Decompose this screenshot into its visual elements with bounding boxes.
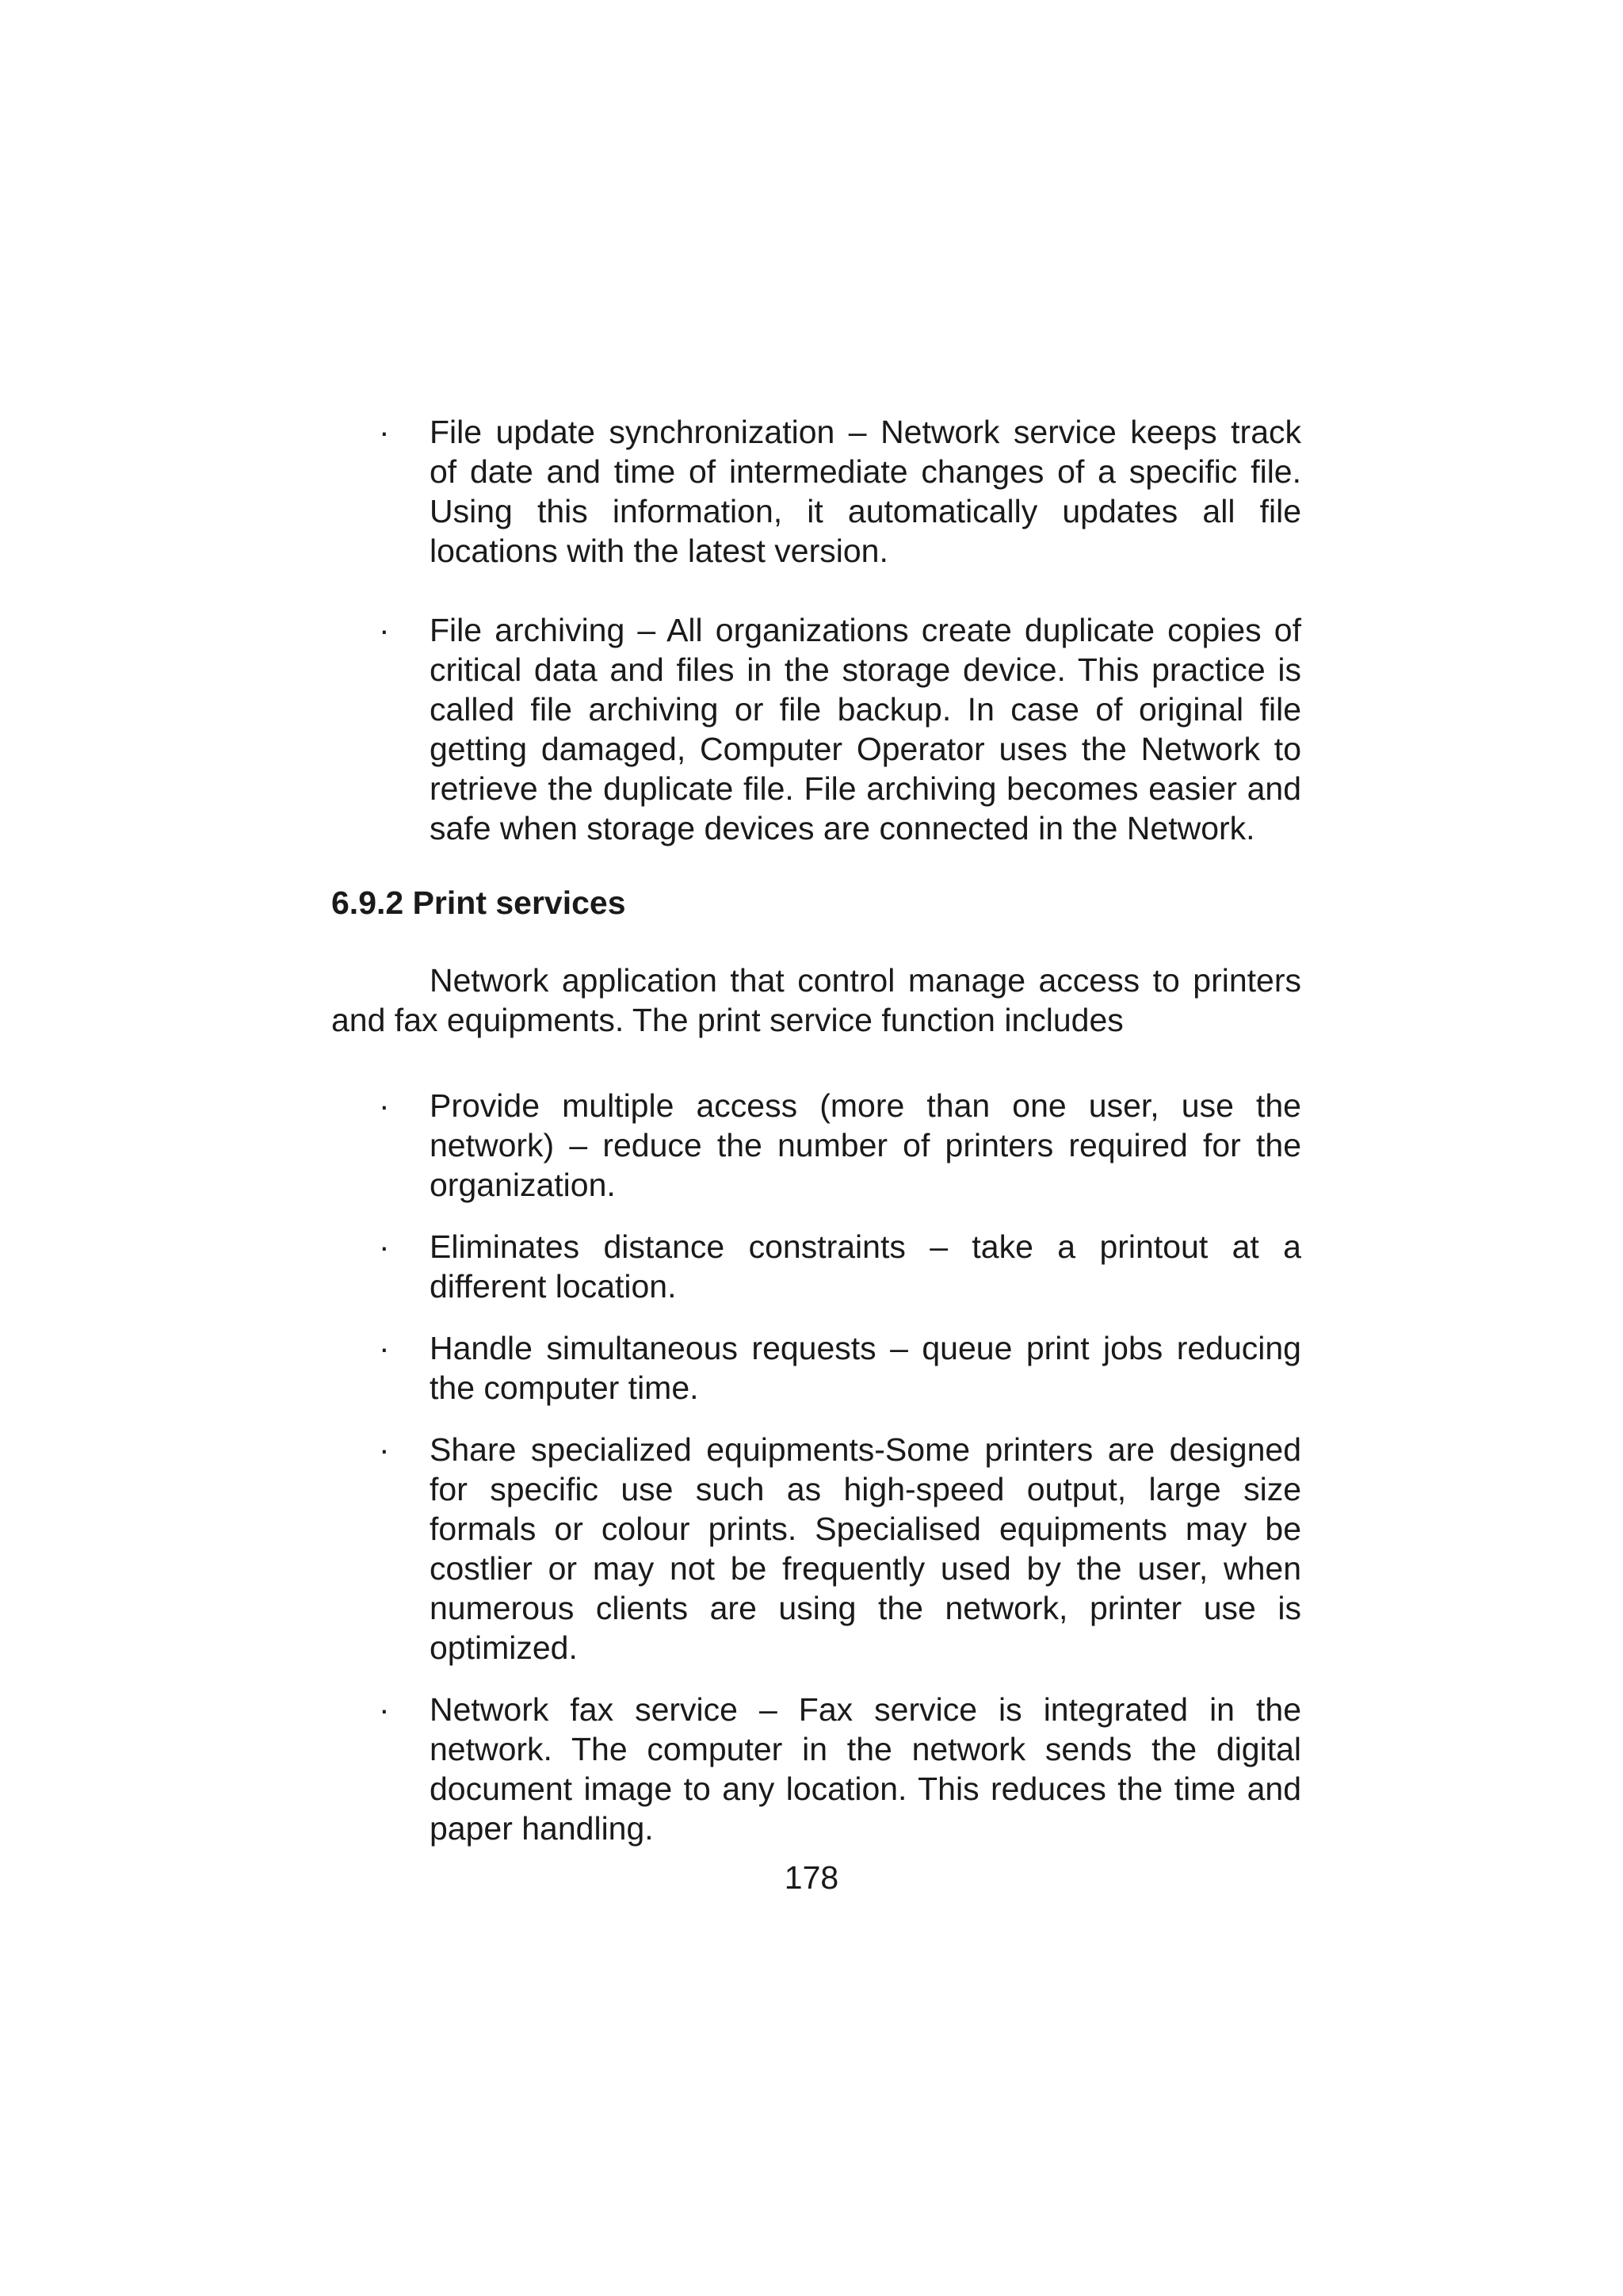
list-item-text: Network fax service – Fax service is integrated in the network. The computer in the network sends the digital document image to any location. This reduces the time and paper handling. bbox=[430, 1691, 1301, 1847]
list-item bbox=[331, 1227, 1301, 1306]
list-item bbox=[331, 1086, 1301, 1205]
list-item bbox=[331, 1328, 1301, 1408]
list-item-text: Share specialized equipments-Some printers are designed for specific use such as high-speed output, large size formals or colour prints. Specialised equipments may be costlier or may not be frequently used by the user, when numerous clients are using the network, printer use is optimized. bbox=[430, 1431, 1301, 1666]
bullet-dot-icon: · bbox=[379, 612, 390, 648]
list-item bbox=[331, 1690, 1301, 1848]
bullet-dot-icon: · bbox=[379, 1228, 390, 1265]
list-item bbox=[331, 610, 1301, 848]
print-services-list bbox=[331, 1086, 1301, 1848]
bullet-dot-icon: · bbox=[379, 1691, 390, 1728]
bullet-dot-icon: · bbox=[379, 414, 390, 450]
list-item-text: Handle simultaneous requests – queue print jobs reducing the computer time. bbox=[430, 1330, 1301, 1406]
list-item-text: File archiving – All organizations create duplicate copies of critical data and files in the storage device. This practice is called file archiving or file backup. In case of original file getting damaged, Computer Operator uses the Network to retrieve the duplicate file. File archiving becomes easier and safe when storage devices are connected in the Network. bbox=[430, 612, 1301, 846]
list-item bbox=[331, 412, 1301, 571]
section-heading: 6.9.2 Print services bbox=[331, 884, 626, 921]
list-item-text: Provide multiple access (more than one user, use the network) – reduce the number of printers required for the organization. bbox=[430, 1087, 1301, 1203]
page-number: 178 bbox=[784, 1859, 839, 1896]
list-item-text: Eliminates distance constraints – take a printout at a different location. bbox=[430, 1228, 1301, 1305]
bullet-dot-icon: · bbox=[379, 1330, 390, 1366]
section-intro: Network application that control manage access to printers and fax equipments. The print service function includes bbox=[331, 962, 1301, 1038]
bullet-dot-icon: · bbox=[379, 1431, 390, 1468]
bullet-dot-icon: · bbox=[379, 1087, 390, 1124]
list-item bbox=[331, 1430, 1301, 1668]
file-services-list bbox=[331, 412, 1301, 848]
list-item-text: File update synchronization – Network service keeps track of date and time of intermediate changes of a specific file. Using this information, it automatically updates all file locations with the latest version. bbox=[430, 414, 1301, 569]
page-body bbox=[331, 412, 1301, 1848]
